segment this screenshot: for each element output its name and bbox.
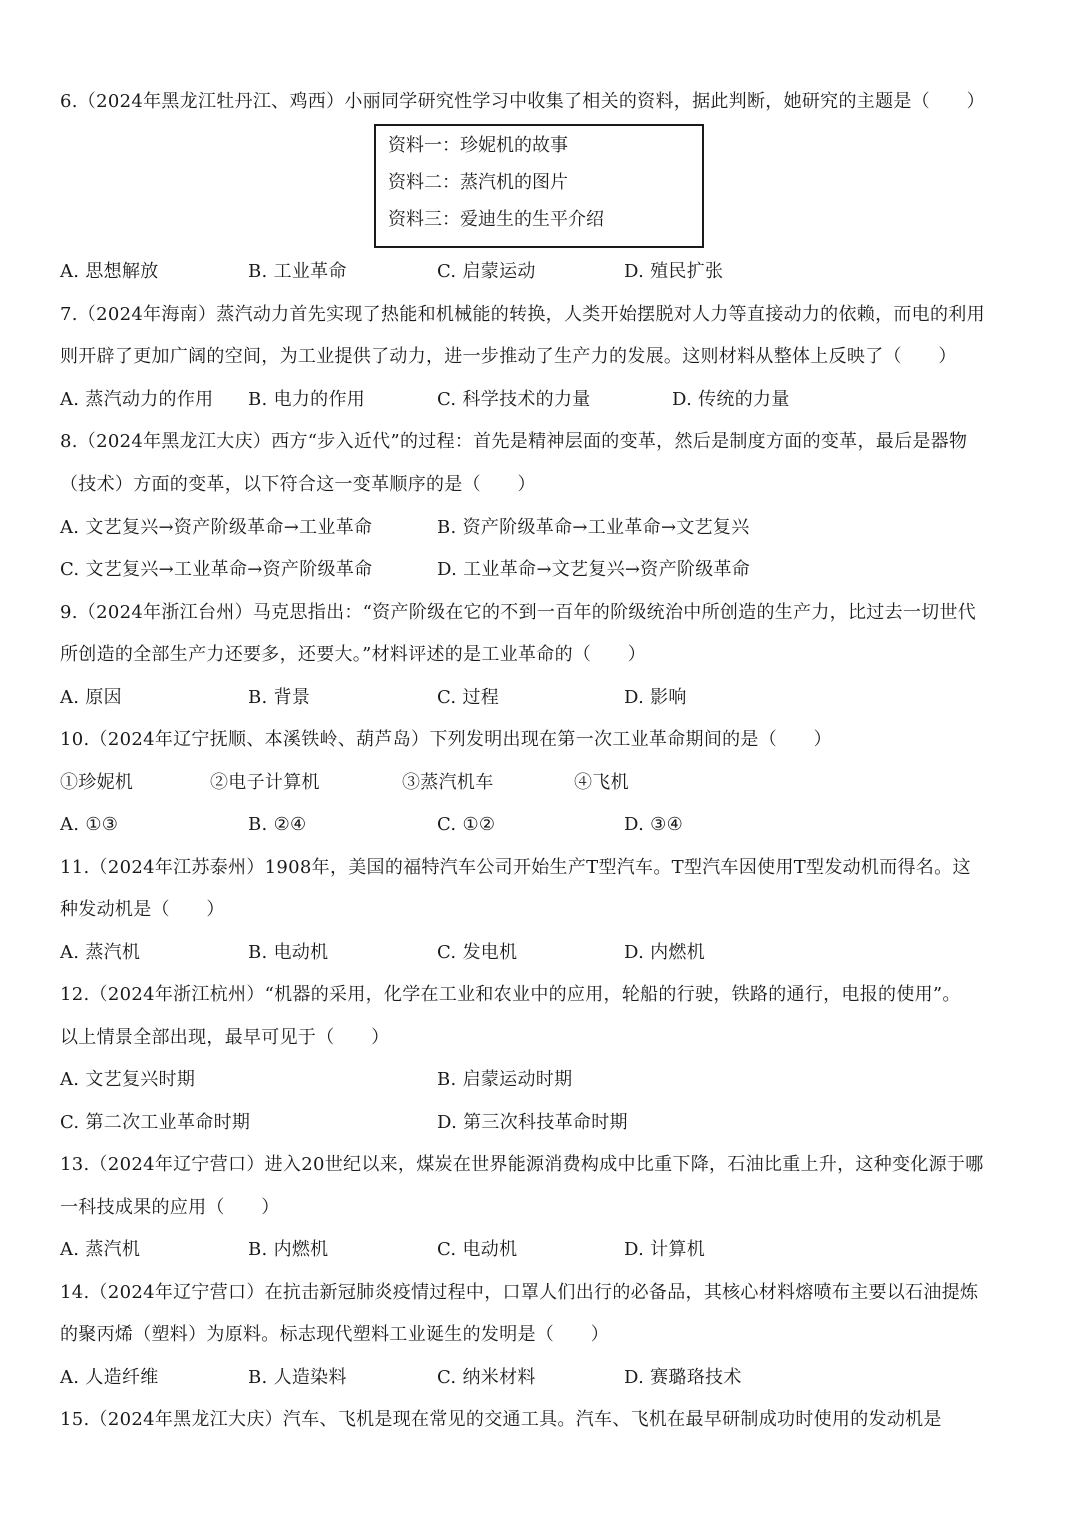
q8-option-c: C. 文艺复兴→工业革命→资产阶级革命: [60, 559, 373, 580]
q12-option-c: C. 第二次工业革命时期: [60, 1112, 251, 1133]
q10-item-2: ②电子计算机: [210, 772, 320, 793]
q12-stem-line-1: 12.（2024年浙江杭州）“机器的采用，化学在工业和农业中的应用，轮船的行驶，铁路的通行，电报的使用”。: [60, 984, 961, 1005]
q7-option-c: C. 科学技术的力量: [437, 389, 591, 410]
q12-option-a: A. 文艺复兴时期: [60, 1069, 196, 1090]
q9-option-a: A. 原因: [60, 687, 122, 708]
q15-stem: 15.（2024年黑龙江大庆）汽车、飞机是现在常见的交通工具。汽车、飞机在最早研制成功时使用的发动机是: [60, 1409, 942, 1430]
q13-stem-line-2: 一科技成果的应用（ ）: [60, 1197, 280, 1218]
q14-option-d: D. 赛璐珞技术: [624, 1367, 742, 1388]
q13-option-a: A. 蒸汽机: [60, 1239, 141, 1260]
q6-option-d: D. 殖民扩张: [624, 261, 724, 282]
q10-option-b: B. ②④: [248, 814, 307, 835]
q13-stem-line-1: 13.（2024年辽宁营口）进入20世纪以来，煤炭在世界能源消费构成中比重下降，石油比重上升，这种变化源于哪: [60, 1154, 984, 1175]
q6-option-b: B. 工业革命: [248, 261, 347, 282]
q9-stem-line-2: 所创造的全部生产力还要多，还要大。”材料评述的是工业革命的（ ）: [60, 644, 647, 665]
q10-option-d: D. ③④: [624, 814, 684, 835]
q13-option-b: B. 内燃机: [248, 1239, 329, 1260]
q9-option-c: C. 过程: [437, 687, 500, 708]
q7-option-b: B. 电力的作用: [248, 389, 366, 410]
q11-option-d: D. 内燃机: [624, 942, 706, 963]
q11-option-b: B. 电动机: [248, 942, 329, 963]
q9-option-b: B. 背景: [248, 687, 311, 708]
q10-option-a: A. ①③: [60, 814, 119, 835]
q10-item-1: ①珍妮机: [60, 772, 134, 793]
q11-stem-line-1: 11.（2024年江苏泰州）1908年，美国的福特汽车公司开始生产T型汽车。T型汽车因使用T型发动机而得名。这: [60, 857, 971, 878]
q6-material-3: 资料三：爱迪生的生平介绍: [388, 209, 604, 230]
q6-option-c: C. 启蒙运动: [437, 261, 536, 282]
q12-stem-line-2: 以上情景全部出现，最早可见于（ ）: [60, 1027, 390, 1048]
q11-option-c: C. 发电机: [437, 942, 518, 963]
q11-stem-line-2: 种发动机是（ ）: [60, 899, 225, 920]
q9-stem-line-1: 9.（2024年浙江台州）马克思指出：“资产阶级在它的不到一百年的阶级统治中所创造的生产力，比过去一切世代: [60, 602, 977, 623]
q8-option-b: B. 资产阶级革命→工业革命→文艺复兴: [437, 517, 750, 538]
q14-stem-line-1: 14.（2024年辽宁营口）在抗击新冠肺炎疫情过程中，口罩人们出行的必备品，其核心材料熔喷布主要以石油提炼: [60, 1282, 979, 1303]
q7-option-d: D. 传统的力量: [672, 389, 790, 410]
q8-stem-line-1: 8.（2024年黑龙江大庆）西方“步入近代”的过程：首先是精神层面的变革，然后是制度方面的变革，最后是器物: [60, 431, 968, 452]
q7-option-a: A. 蒸汽动力的作用: [60, 389, 214, 410]
q7-stem-line-1: 7.（2024年海南）蒸汽动力首先实现了热能和机械能的转换，人类开始摆脱对人力等直接动力的依赖，而电的利用: [60, 304, 985, 325]
q8-option-a: A. 文艺复兴→资产阶级革命→工业革命: [60, 517, 373, 538]
q12-option-d: D. 第三次科技革命时期: [437, 1112, 628, 1133]
q6-materials-box: [374, 124, 704, 248]
q8-option-d: D. 工业革命→文艺复兴→资产阶级革命: [437, 559, 751, 580]
q10-option-c: C. ①②: [437, 814, 496, 835]
q8-stem-line-2: （技术）方面的变革，以下符合这一变革顺序的是（ ）: [60, 474, 536, 495]
q14-option-c: C. 纳米材料: [437, 1367, 536, 1388]
q6-material-1: 资料一：珍妮机的故事: [388, 135, 568, 156]
q6-material-2: 资料二：蒸汽机的图片: [388, 172, 568, 193]
q7-stem-line-2: 则开辟了更加广阔的空间，为工业提供了动力，进一步推动了生产力的发展。这则材料从整体上反映了（ ）: [60, 346, 957, 367]
q14-stem-line-2: 的聚丙烯（塑料）为原料。标志现代塑料工业诞生的发明是（ ）: [60, 1324, 609, 1345]
q10-stem: 10.（2024年辽宁抚顺、本溪铁岭、葫芦岛）下列发明出现在第一次工业革命期间的是（ ）: [60, 729, 832, 750]
q11-option-a: A. 蒸汽机: [60, 942, 141, 963]
q10-item-4: ④飞机: [574, 772, 629, 793]
q9-option-d: D. 影响: [624, 687, 687, 708]
q14-option-b: B. 人造染料: [248, 1367, 347, 1388]
q6-option-a: A. 思想解放: [60, 261, 159, 282]
q10-item-3: ③蒸汽机车: [402, 772, 494, 793]
q12-option-b: B. 启蒙运动时期: [437, 1069, 573, 1090]
q14-option-a: A. 人造纤维: [60, 1367, 159, 1388]
q13-option-d: D. 计算机: [624, 1239, 706, 1260]
q13-option-c: C. 电动机: [437, 1239, 518, 1260]
q6-stem: 6.（2024年黑龙江牡丹江、鸡西）小丽同学研究性学习中收集了相关的资料，据此判断，她研究的主题是（ ）: [60, 91, 985, 112]
